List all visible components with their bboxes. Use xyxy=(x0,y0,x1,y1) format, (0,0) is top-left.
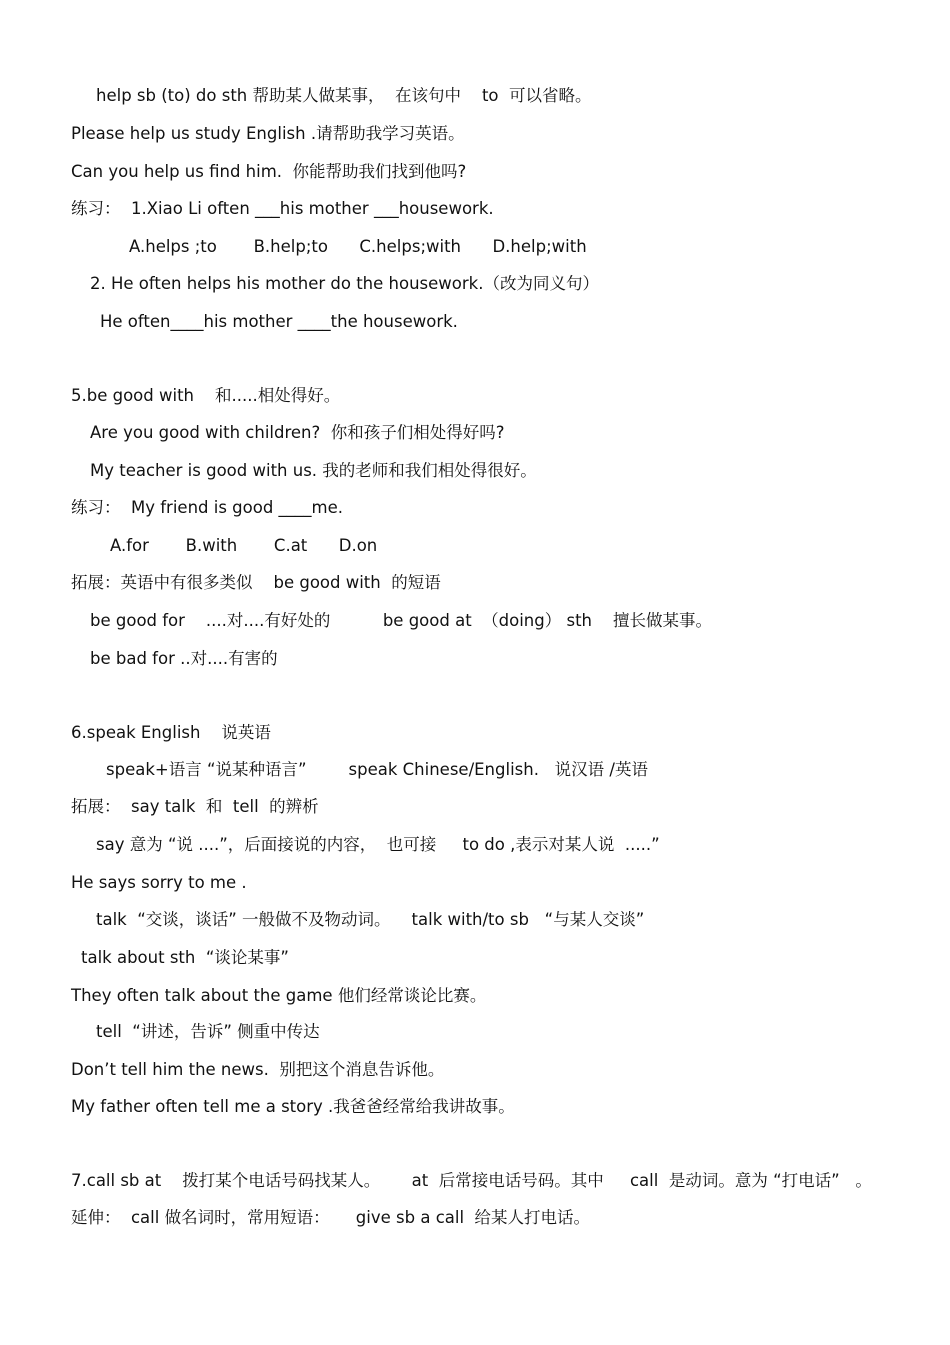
text-line: A.for B.with C.at D.on xyxy=(110,536,378,555)
text-line: talk “交谈，谈话” 一般做不及物动词。 talk with/to sb “与某人交谈” xyxy=(96,910,645,929)
text-line: Don’t tell him the news. 别把这个消息告诉他。 xyxy=(71,1060,445,1079)
text-line: He often____his mother ____the housework. xyxy=(100,312,458,331)
text-line: 练习： 1.Xiao Li often ___his mother ___housework. xyxy=(71,199,494,218)
text-line: My father often tell me a story .我爸爸经常给我讲故事。 xyxy=(71,1097,515,1116)
text-line: tell “讲述，告诉” 侧重中传达 xyxy=(96,1022,320,1041)
text-line: 拓展： say talk 和 tell 的辨析 xyxy=(71,797,319,816)
text-line: 拓展：英语中有很多类似 be good with 的短语 xyxy=(71,573,441,592)
text-line: 7.call sb at 拨打某个电话号码找某人。 at 后常接电话号码。其中 call 是动词。意为 “打电话” 。 xyxy=(71,1171,872,1190)
text-line: Can you help us find him. 你能帮助我们找到他吗? xyxy=(71,162,467,181)
text-line: 延伸： call 做名词时，常用短语： give sb a call 给某人打电话。 xyxy=(71,1208,591,1227)
text-line: 5.be good with 和.....相处得好。 xyxy=(71,386,341,405)
text-line: My teacher is good with us. 我的老师和我们相处得很好。 xyxy=(90,461,537,480)
text-line: be bad for ..对....有害的 xyxy=(90,649,278,668)
text-line: 练习： My friend is good ____me. xyxy=(71,498,344,517)
text-line: 6.speak English 说英语 xyxy=(71,723,271,742)
text-line: Are you good with children? 你和孩子们相处得好吗? xyxy=(90,423,505,442)
text-line: talk about sth “谈论某事” xyxy=(81,948,289,967)
text-line: He says sorry to me . xyxy=(71,873,247,892)
text-line: They often talk about the game 他们经常谈论比赛。 xyxy=(71,986,487,1005)
text-line: say 意为 “说 ....”，后面接说的内容， 也可接 to do ,表示对某人说 .....” xyxy=(96,835,660,854)
text-line: speak+语言 “说某种语言” speak Chinese/English. 说汉语 /英语 xyxy=(106,760,648,779)
text-line: A.helps ;to B.help;to C.helps;with D.help;with xyxy=(129,237,587,256)
text-line: be good for ....对....有好处的 be good at （doing） sth 擅长做某事。 xyxy=(90,611,712,630)
text-line: Please help us study English .请帮助我学习英语。 xyxy=(71,124,465,143)
text-line: help sb (to) do sth 帮助某人做某事， 在该句中 to 可以省略。 xyxy=(96,86,592,105)
text-line: 2. He often helps his mother do the housework.（改为同义句） xyxy=(90,274,599,293)
